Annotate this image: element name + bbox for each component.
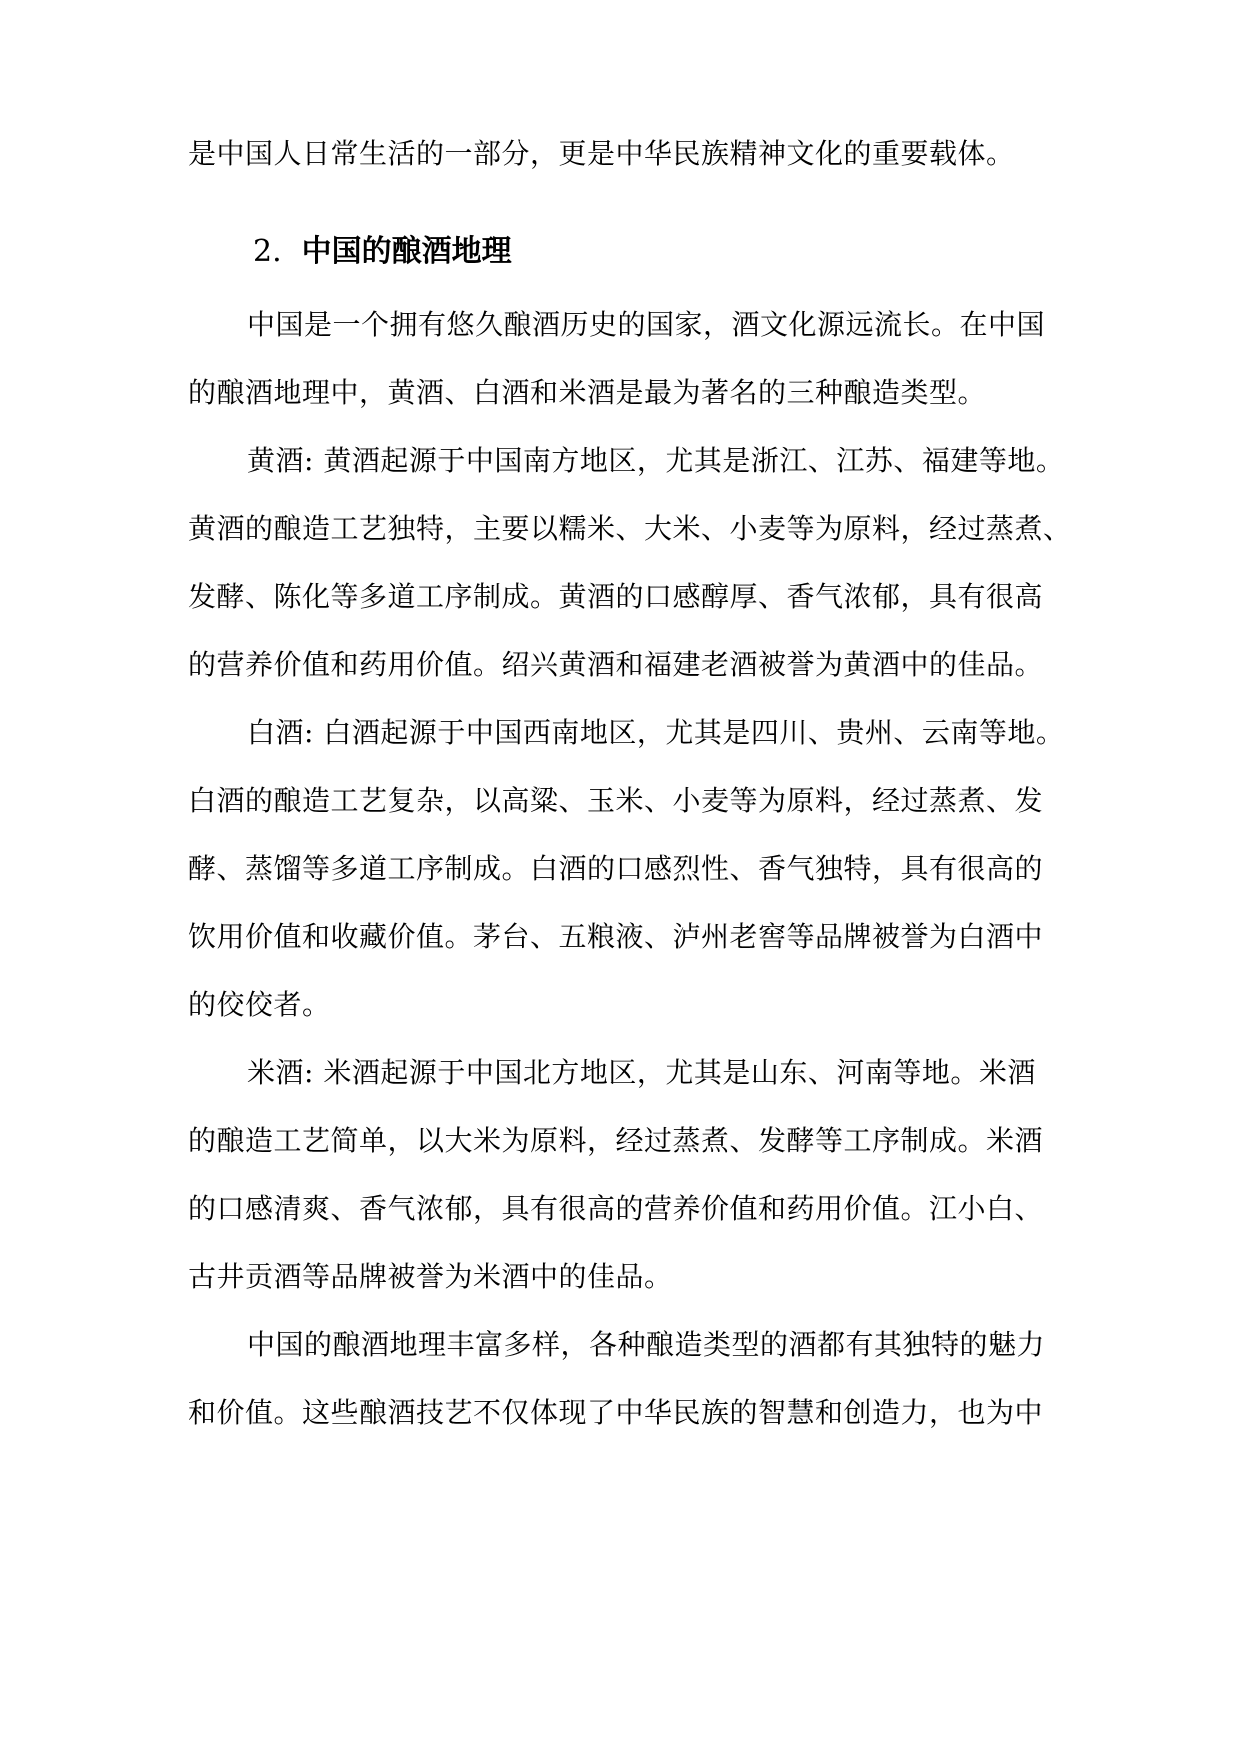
paragraph-line: 黄酒: 黄酒起源于中国南方地区，尤其是浙江、江苏、福建等地。 — [247, 444, 1065, 477]
paragraph-line: 的佼佼者。 — [188, 988, 331, 1021]
paragraph-line: 米酒: 米酒起源于中国北方地区，尤其是山东、河南等地。米酒 — [247, 1056, 1036, 1089]
section-heading — [253, 232, 512, 272]
paragraph-line: 古井贡酒等品牌被誉为米酒中的佳品。 — [188, 1260, 673, 1293]
paragraph-line: 的营养价值和药用价值。绍兴黄酒和福建老酒被誉为黄酒中的佳品。 — [188, 648, 1044, 681]
section-title: 中国的酿酒地理 — [301, 234, 512, 269]
intro-line: 是中国人日常生活的一部分，更是中华民族精神文化的重要载体。 — [188, 137, 1015, 170]
paragraph-line: 饮用价值和收藏价值。茅台、五粮液、泸州老窖等品牌被誉为白酒中 — [188, 920, 1044, 953]
paragraph-line: 的酿造工艺简单，以大米为原料，经过蒸煮、发酵等工序制成。米酒 — [188, 1124, 1044, 1157]
paragraph-line: 中国是一个拥有悠久酿酒历史的国家，酒文化源远流长。在中国 — [247, 308, 1046, 341]
paragraph-line: 的酿酒地理中，黄酒、白酒和米酒是最为著名的三种酿造类型。 — [188, 376, 987, 409]
paragraph-line: 中国的酿酒地理丰富多样，各种酿造类型的酒都有其独特的魅力 — [247, 1328, 1046, 1361]
paragraph-line: 发酵、陈化等多道工序制成。黄酒的口感醇厚、香气浓郁，具有很高 — [188, 580, 1044, 613]
paragraph-line: 黄酒的酿造工艺独特，主要以糯米、大米、小麦等为原料，经过蒸煮、 — [188, 512, 1072, 545]
paragraph-line: 酵、蒸馏等多道工序制成。白酒的口感烈性、香气独特，具有很高的 — [188, 852, 1044, 885]
paragraph-line: 白酒: 白酒起源于中国西南地区，尤其是四川、贵州、云南等地。 — [247, 716, 1065, 749]
paragraph-line: 的口感清爽、香气浓郁，具有很高的营养价值和药用价值。江小白、 — [188, 1192, 1044, 1225]
paragraph-line: 和价值。这些酿酒技艺不仅体现了中华民族的智慧和创造力，也为中 — [188, 1396, 1044, 1429]
section-number: 2. — [253, 234, 282, 269]
paragraph-line: 白酒的酿造工艺复杂，以高粱、玉米、小麦等为原料，经过蒸煮、发 — [188, 784, 1044, 817]
